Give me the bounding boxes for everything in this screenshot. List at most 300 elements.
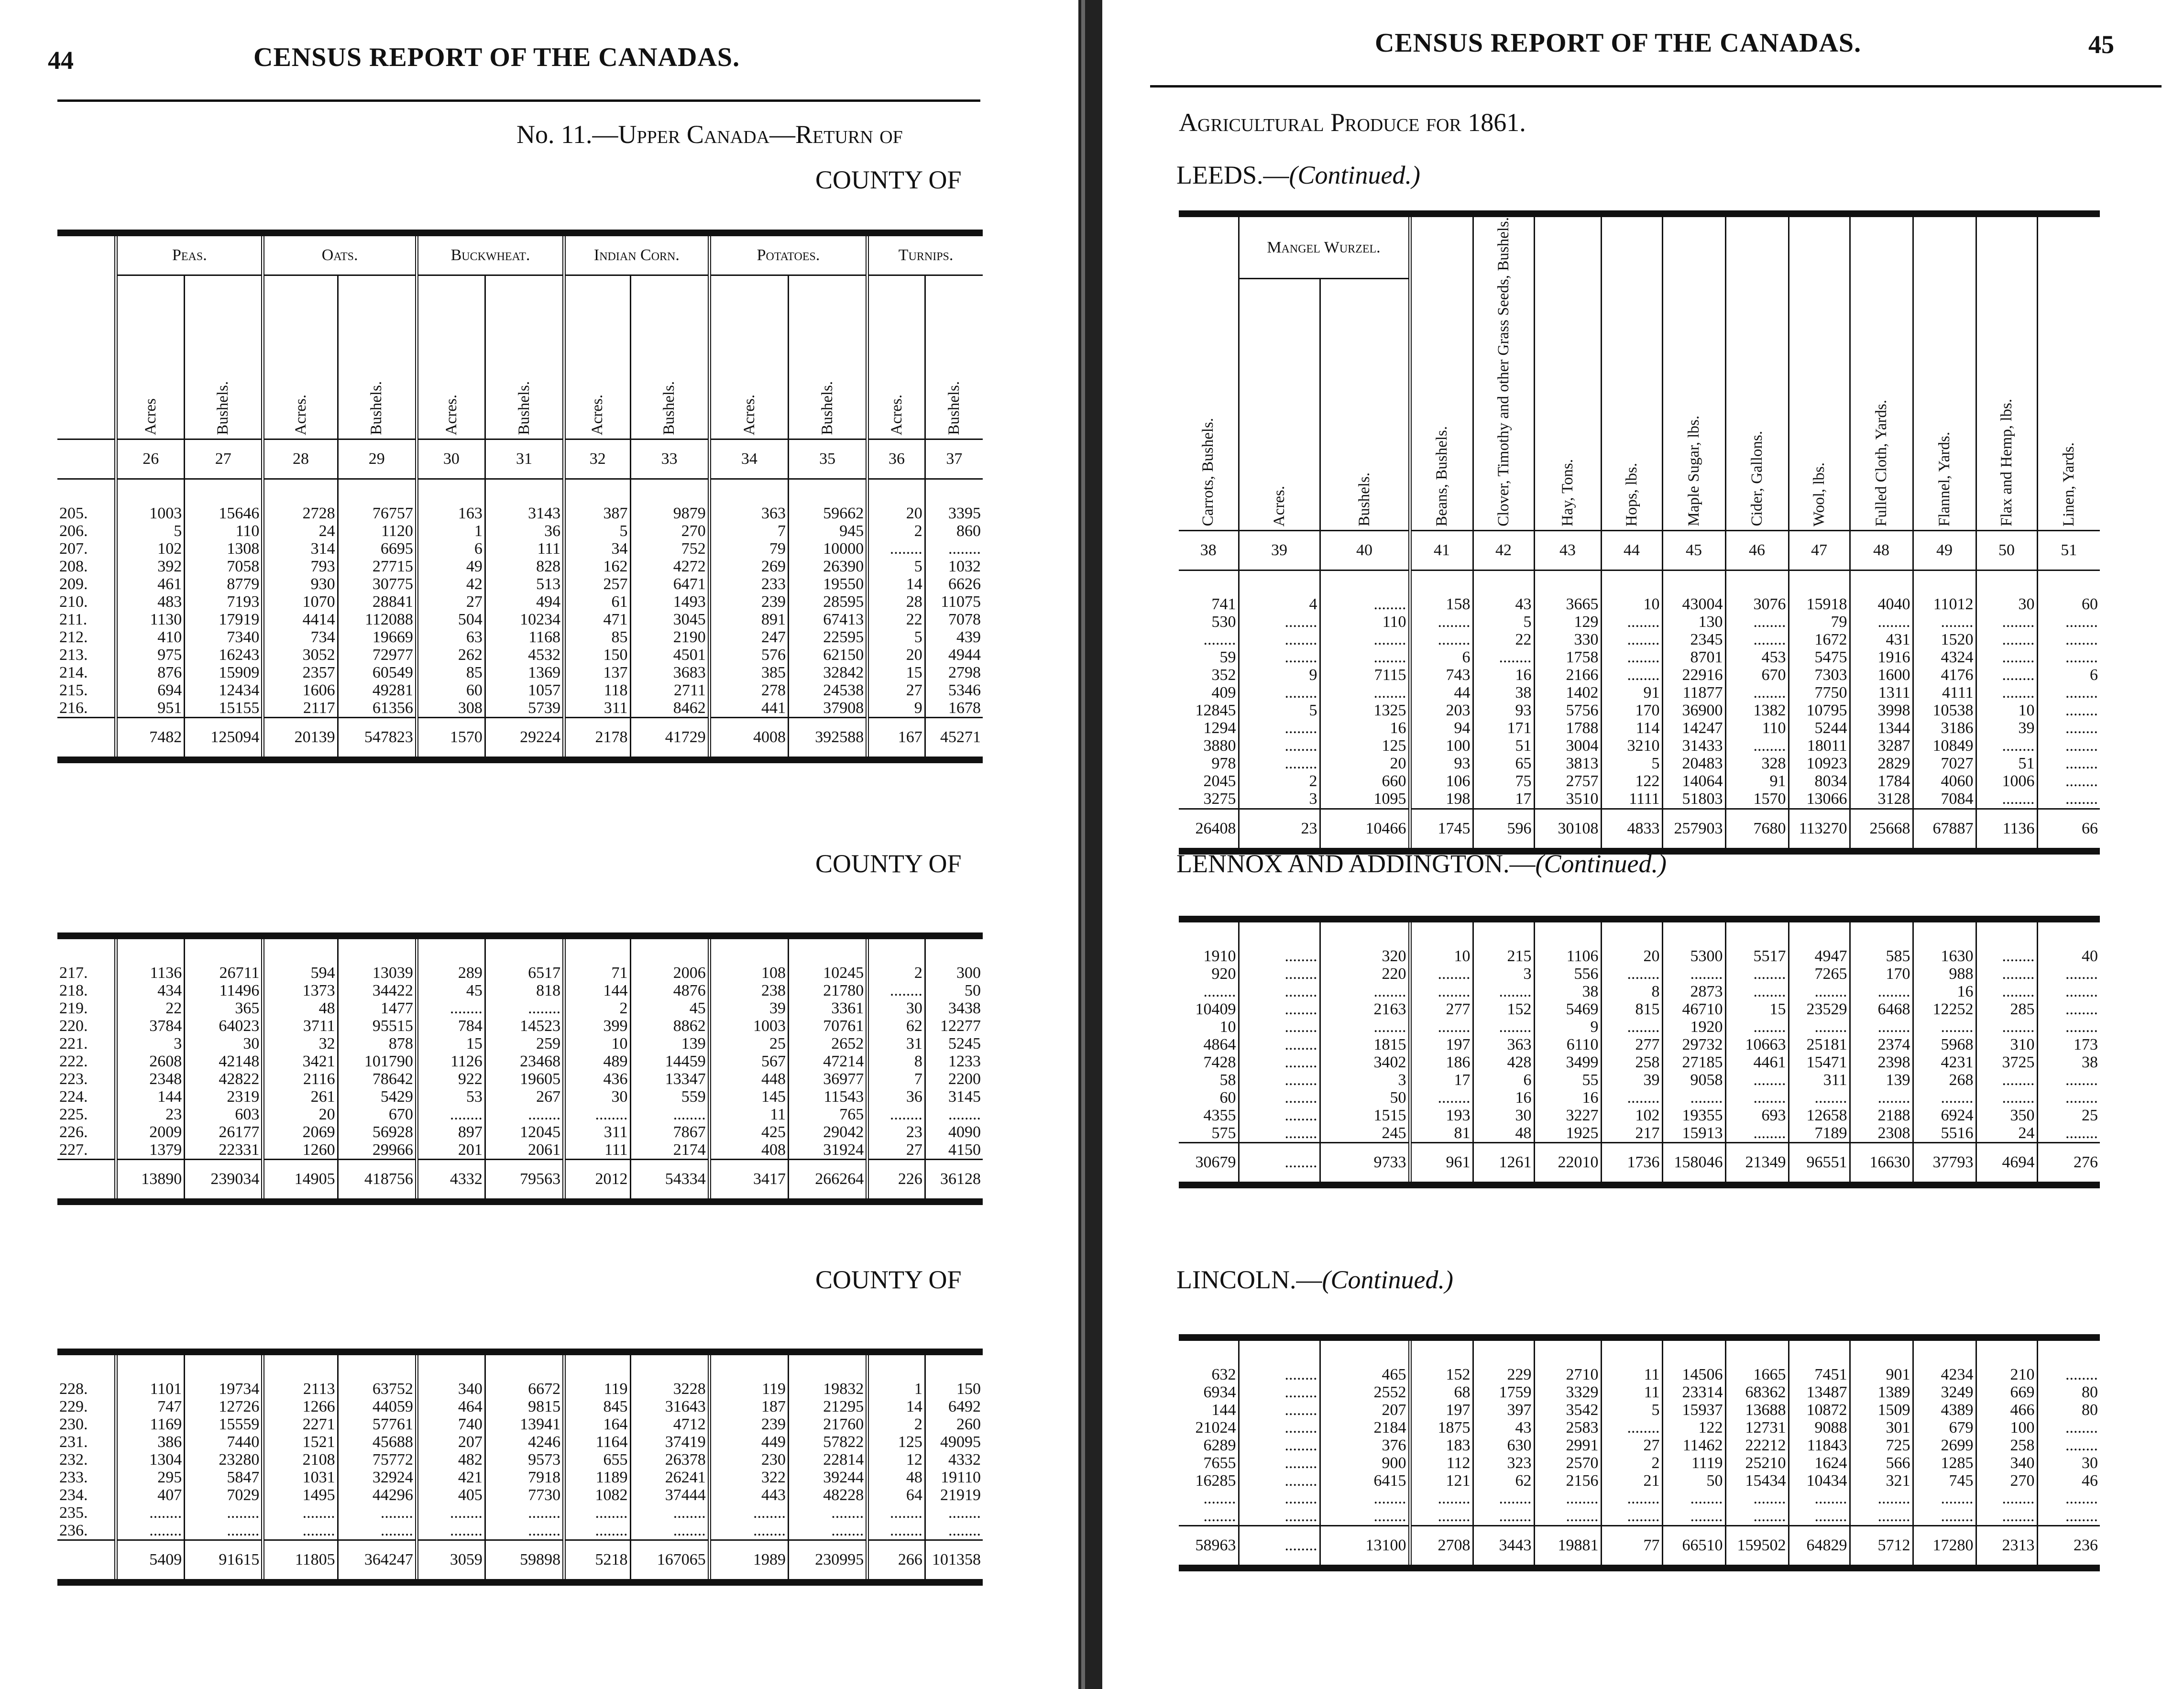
cell: 1389 xyxy=(1850,1383,1913,1401)
cell: 22 xyxy=(867,611,925,628)
cell: 24 xyxy=(1976,1124,2037,1143)
cell: 363 xyxy=(1473,1036,1534,1053)
cell: 4272 xyxy=(630,558,709,575)
cell: 951 xyxy=(116,699,185,718)
cell: 3004 xyxy=(1534,737,1601,755)
cell: 144 xyxy=(1211,1401,1236,1419)
cell: 111 xyxy=(564,1141,630,1160)
cell: 28 xyxy=(867,593,925,611)
cell: 110 xyxy=(1725,720,1789,737)
row-number: 209. xyxy=(59,575,88,593)
table-row xyxy=(57,699,983,718)
cell: ........ xyxy=(2037,983,2100,1000)
right-table-1 xyxy=(1179,210,2100,855)
cell: 330 xyxy=(1534,631,1601,649)
cell: 352 xyxy=(1211,666,1236,684)
cell: 1164 xyxy=(564,1433,630,1451)
cell: 39244 xyxy=(789,1469,867,1486)
column-number: 32 xyxy=(564,439,630,479)
cell: ........ xyxy=(1601,1507,1662,1526)
cell: ........ xyxy=(867,540,925,558)
cell: 48 xyxy=(1473,1124,1534,1143)
column-header: Acres. xyxy=(1239,279,1320,530)
table-row xyxy=(1179,702,2100,720)
cell: 58 xyxy=(1219,1071,1236,1089)
column-header: Bushels. xyxy=(788,275,867,439)
total-cell: 29224 xyxy=(485,718,564,760)
cell: 261 xyxy=(263,1088,338,1106)
cell: 6289 xyxy=(1203,1437,1236,1454)
total-cell: 22010 xyxy=(1534,1143,1601,1185)
cell: 1006 xyxy=(1976,773,2037,790)
cell: 818 xyxy=(485,982,564,999)
cell: ........ xyxy=(1473,1507,1534,1526)
cell: ........ xyxy=(1473,983,1534,1000)
cell: ........ xyxy=(925,1106,983,1123)
cell: ........ xyxy=(1850,1089,1913,1107)
cell: 20 xyxy=(867,479,925,523)
cell: ........ xyxy=(789,1504,867,1522)
cell: ........ xyxy=(1239,1338,1320,1383)
cell: 7027 xyxy=(1913,755,1976,773)
cell: 61356 xyxy=(338,699,417,718)
cell: 3 xyxy=(1320,1071,1410,1089)
cell: 385 xyxy=(709,664,788,681)
cell: 409 xyxy=(1211,684,1236,702)
cell: 32 xyxy=(263,1035,338,1053)
cell: 575 xyxy=(1211,1124,1236,1142)
cell: 4414 xyxy=(263,611,338,628)
cell: ........ xyxy=(1850,1507,1913,1526)
column-number: 30 xyxy=(417,439,485,479)
cell: 45688 xyxy=(338,1433,417,1451)
cell: 4944 xyxy=(925,646,983,664)
cell: 585 xyxy=(1850,919,1913,965)
table-row xyxy=(57,479,983,523)
cell: 8701 xyxy=(1662,649,1725,667)
cell: 39 xyxy=(1976,720,2037,737)
table-row xyxy=(57,611,983,628)
cell: 410 xyxy=(116,628,185,646)
cell: ........ xyxy=(2037,1338,2100,1383)
cell: ........ xyxy=(2037,773,2100,790)
cell: 1910 xyxy=(1203,947,1236,965)
cell: ........ xyxy=(1410,631,1473,649)
cell: 4176 xyxy=(1913,667,1976,684)
cell: ........ xyxy=(1239,720,1320,737)
cell: 27 xyxy=(867,681,925,699)
cell: 11 xyxy=(709,1106,788,1123)
total-cell: 58963 xyxy=(1179,1526,1239,1568)
cell: 162 xyxy=(564,558,630,575)
cell: 7115 xyxy=(1320,667,1410,684)
cell: 901 xyxy=(1850,1338,1913,1383)
cell: 3 xyxy=(116,1035,185,1053)
cell: ........ xyxy=(1725,614,1789,631)
cell: ........ xyxy=(1789,983,1850,1000)
cell: 201 xyxy=(417,1141,485,1160)
cell: 2166 xyxy=(1534,667,1601,684)
cell: 129 xyxy=(1534,614,1601,631)
cell: 215 xyxy=(1473,919,1534,965)
cell: 15 xyxy=(1725,1000,1789,1018)
cell: 655 xyxy=(564,1451,630,1469)
cell: 270 xyxy=(630,522,709,540)
group-header: Buckwheat. xyxy=(417,233,564,275)
total-cell: 14905 xyxy=(263,1160,338,1202)
cell: 4332 xyxy=(925,1451,983,1469)
cell: ........ xyxy=(925,1504,983,1522)
cell: 245 xyxy=(1320,1124,1410,1143)
cell: 559 xyxy=(630,1088,709,1106)
cell: ........ xyxy=(1601,1419,1662,1437)
total-cell: 159502 xyxy=(1725,1526,1789,1568)
cell: 2045 xyxy=(1203,772,1236,790)
cell: 482 xyxy=(417,1451,485,1469)
column-number: 39 xyxy=(1239,530,1320,570)
cell: 7193 xyxy=(185,593,263,611)
total-cell: 3417 xyxy=(709,1160,788,1202)
column-header: Beans, Bushels. xyxy=(1410,214,1473,530)
cell: ........ xyxy=(1239,1490,1320,1507)
cell: 15918 xyxy=(1789,570,1850,614)
cell: 428 xyxy=(1473,1053,1534,1071)
cell: ........ xyxy=(1410,1018,1473,1036)
cell: 11496 xyxy=(185,982,263,999)
cell: 431 xyxy=(1850,631,1913,649)
cell: 63 xyxy=(417,628,485,646)
cell: 9573 xyxy=(485,1451,564,1469)
cell: 483 xyxy=(116,593,185,611)
cell: 1 xyxy=(417,522,485,540)
cell: 4864 xyxy=(1203,1036,1236,1053)
total-cell: 547823 xyxy=(338,718,417,760)
cell: 93 xyxy=(1410,755,1473,773)
cell: 387 xyxy=(564,479,630,523)
cell: 860 xyxy=(925,522,983,540)
cell: 1325 xyxy=(1320,702,1410,720)
cell: 10234 xyxy=(485,611,564,628)
cell: 15434 xyxy=(1725,1472,1789,1490)
cell: 9879 xyxy=(630,479,709,523)
cell: 4234 xyxy=(1913,1338,1976,1383)
cell: 1233 xyxy=(925,1053,983,1070)
row-number: 235. xyxy=(59,1504,88,1522)
cell: 16 xyxy=(1473,667,1534,684)
cell: 14459 xyxy=(630,1053,709,1070)
cell: 2190 xyxy=(630,628,709,646)
cell: 11 xyxy=(1601,1383,1662,1401)
cell: 1630 xyxy=(1913,919,1976,965)
cell: 36900 xyxy=(1662,702,1725,720)
cell: 6 xyxy=(2037,667,2100,684)
cell: 2006 xyxy=(630,936,709,982)
cell: 2873 xyxy=(1662,983,1725,1000)
table-row xyxy=(57,1088,983,1106)
cell: ........ xyxy=(2037,737,2100,755)
cell: 289 xyxy=(417,936,485,982)
cell: 9 xyxy=(1239,667,1320,684)
cell: ........ xyxy=(1976,737,2037,755)
cell: ........ xyxy=(1850,1490,1913,1507)
cell: ........ xyxy=(1239,983,1320,1000)
cell: 23314 xyxy=(1662,1383,1725,1401)
cell: 122 xyxy=(1601,773,1662,790)
cell: ........ xyxy=(564,1504,630,1522)
cell: 20 xyxy=(1601,919,1662,965)
cell: 449 xyxy=(709,1433,788,1451)
cell: 158 xyxy=(1410,570,1473,614)
total-cell: 30679 xyxy=(1179,1143,1239,1185)
row-number: 217. xyxy=(59,964,88,982)
table-row xyxy=(1179,649,2100,667)
cell: 300 xyxy=(925,936,983,982)
cell: 12045 xyxy=(485,1123,564,1141)
cell: ........ xyxy=(1725,965,1789,983)
cell: 30 xyxy=(867,999,925,1017)
total-cell: 66510 xyxy=(1662,1526,1725,1568)
total-cell: 5218 xyxy=(564,1540,630,1583)
total-cell: 41729 xyxy=(630,718,709,760)
table-row xyxy=(1179,1507,2100,1526)
cell: ........ xyxy=(2037,649,2100,667)
table-row xyxy=(1179,570,2100,614)
cell: 42 xyxy=(417,575,485,593)
row-number: 208. xyxy=(59,558,88,575)
table-row xyxy=(1179,614,2100,631)
cell: 25 xyxy=(709,1035,788,1053)
cell: ........ xyxy=(1239,1437,1320,1454)
cell: 7750 xyxy=(1789,684,1850,702)
cell: 670 xyxy=(1725,667,1789,684)
cell: ........ xyxy=(1913,614,1976,631)
table-row xyxy=(57,664,983,681)
cell: 16285 xyxy=(1195,1472,1236,1490)
cell: 4355 xyxy=(1203,1107,1236,1124)
total-cell: 5712 xyxy=(1850,1526,1913,1568)
cell: 1515 xyxy=(1320,1107,1410,1124)
table-row xyxy=(57,1504,983,1522)
cell: 28595 xyxy=(788,593,867,611)
cell: 5469 xyxy=(1534,1000,1601,1018)
cell: 31924 xyxy=(789,1141,867,1160)
total-cell: 37793 xyxy=(1913,1143,1976,1185)
cell: 295 xyxy=(116,1469,185,1486)
cell: 5968 xyxy=(1913,1036,1976,1053)
cell: 1875 xyxy=(1410,1419,1473,1437)
row-number: 234. xyxy=(59,1486,88,1504)
cell: 10538 xyxy=(1913,702,1976,720)
cell: 207 xyxy=(1320,1401,1410,1419)
cell: 1095 xyxy=(1320,790,1410,809)
cell: ........ xyxy=(1725,1089,1789,1107)
cell: 3542 xyxy=(1534,1401,1601,1419)
cell: 11 xyxy=(1601,1338,1662,1383)
cell: 3143 xyxy=(485,479,564,523)
cell: 30 xyxy=(564,1088,630,1106)
cell: 1758 xyxy=(1534,649,1601,667)
cell: ........ xyxy=(2037,1419,2100,1437)
cell: 1032 xyxy=(925,558,983,575)
cell: 323 xyxy=(1473,1454,1534,1472)
cell: ........ xyxy=(1239,1401,1320,1419)
right-table-3 xyxy=(1179,1334,2100,1571)
cell: 1788 xyxy=(1534,720,1601,737)
cell: ........ xyxy=(1913,1089,1976,1107)
cell: 270 xyxy=(1976,1472,2037,1490)
cell: 31433 xyxy=(1662,737,1725,755)
table-row xyxy=(1179,1490,2100,1507)
cell: 91 xyxy=(1601,684,1662,702)
cell: 30 xyxy=(1473,1107,1534,1124)
row-number: 205. xyxy=(59,504,88,522)
cell: 1916 xyxy=(1850,649,1913,667)
total-cell: 59898 xyxy=(485,1540,564,1583)
cell: 2699 xyxy=(1913,1437,1976,1454)
cell: 3998 xyxy=(1850,702,1913,720)
cell: 80 xyxy=(2037,1401,2100,1419)
cell: 3784 xyxy=(116,1017,185,1035)
row-number: 207. xyxy=(59,540,88,558)
cell: 2116 xyxy=(263,1070,338,1088)
cell: 2 xyxy=(867,1415,925,1433)
cell: 62150 xyxy=(788,646,867,664)
cell: 112088 xyxy=(338,611,417,628)
cell: ........ xyxy=(1725,684,1789,702)
cell: 14 xyxy=(867,575,925,593)
column-header: Flax and Hemp, lbs. xyxy=(1976,214,2037,530)
cell: ........ xyxy=(1239,1383,1320,1401)
cell: 1759 xyxy=(1473,1383,1534,1401)
cell: ........ xyxy=(185,1504,263,1522)
cell: 119 xyxy=(709,1352,788,1398)
cell: 12845 xyxy=(1195,702,1236,720)
total-cell: 17280 xyxy=(1913,1526,1976,1568)
column-number: 49 xyxy=(1913,530,1976,570)
cell: 376 xyxy=(1320,1437,1410,1454)
cell: 669 xyxy=(1976,1383,2037,1401)
cell: 5 xyxy=(867,558,925,575)
cell: 3421 xyxy=(263,1053,338,1070)
cell: ........ xyxy=(925,1522,983,1540)
cell: ........ xyxy=(1239,649,1320,667)
cell: 31643 xyxy=(630,1398,709,1415)
cell: 50 xyxy=(1662,1472,1725,1490)
cell: 5739 xyxy=(485,699,564,718)
cell: 1082 xyxy=(564,1486,630,1504)
cell: 1260 xyxy=(263,1141,338,1160)
cell: 139 xyxy=(630,1035,709,1053)
cell: 12277 xyxy=(925,1017,983,1035)
cell: 68362 xyxy=(1725,1383,1789,1401)
column-number: 38 xyxy=(1179,530,1239,570)
cell: ........ xyxy=(1534,1490,1601,1507)
cell: ........ xyxy=(1601,1089,1662,1107)
cell: ........ xyxy=(1320,684,1410,702)
total-cell: 226 xyxy=(867,1160,925,1202)
column-number: 33 xyxy=(630,439,709,479)
cell: ........ xyxy=(1976,1071,2037,1089)
cell: 670 xyxy=(338,1106,417,1123)
cell: 1120 xyxy=(338,522,417,540)
cell: ........ xyxy=(338,1504,417,1522)
row-number: 216. xyxy=(59,699,88,717)
cell: 47214 xyxy=(789,1053,867,1070)
cell: 8462 xyxy=(630,699,709,718)
cell: 6 xyxy=(1410,649,1473,667)
cell: 183 xyxy=(1410,1437,1473,1454)
cell: 39 xyxy=(1601,1071,1662,1089)
cell: 1382 xyxy=(1725,702,1789,720)
cell: 504 xyxy=(417,611,485,628)
row-number: 218. xyxy=(59,982,88,999)
cell: 2 xyxy=(867,936,925,982)
cell: 60 xyxy=(2037,570,2100,614)
total-cell: 64829 xyxy=(1789,1526,1850,1568)
cell: 26711 xyxy=(185,936,263,982)
cell: 1477 xyxy=(338,999,417,1017)
row-number: 213. xyxy=(59,646,88,664)
cell: 55 xyxy=(1534,1071,1601,1089)
cell: 44296 xyxy=(338,1486,417,1504)
total-cell: 36128 xyxy=(925,1160,983,1202)
cell: 78642 xyxy=(338,1070,417,1088)
cell: 186 xyxy=(1410,1053,1473,1071)
cell: 930 xyxy=(263,575,338,593)
cell: 7655 xyxy=(1203,1454,1236,1472)
row-number: 214. xyxy=(59,664,88,681)
cell: 1672 xyxy=(1789,631,1850,649)
cell: ........ xyxy=(1725,983,1789,1000)
cell: 12658 xyxy=(1789,1107,1850,1124)
cell: 13487 xyxy=(1789,1383,1850,1401)
return-title: No. 11.—Upper Canada—Return of xyxy=(516,120,903,149)
cell: 13066 xyxy=(1789,790,1850,809)
cell: 43004 xyxy=(1662,570,1725,614)
total-cell: 9733 xyxy=(1320,1143,1410,1185)
cell: 3227 xyxy=(1534,1107,1601,1124)
cell: 11462 xyxy=(1662,1437,1725,1454)
row-number: 219. xyxy=(59,999,88,1017)
cell: 3683 xyxy=(630,664,709,681)
cell: 7730 xyxy=(485,1486,564,1504)
cell: 16 xyxy=(1534,1089,1601,1107)
cell: 10 xyxy=(564,1035,630,1053)
cell: ........ xyxy=(1976,614,2037,631)
cell: 1031 xyxy=(263,1469,338,1486)
cell: ........ xyxy=(1239,1507,1320,1526)
cell: 1600 xyxy=(1850,667,1913,684)
cell: 10923 xyxy=(1789,755,1850,773)
cell: 576 xyxy=(709,646,788,664)
cell: 3186 xyxy=(1913,720,1976,737)
cell: ........ xyxy=(1976,983,2037,1000)
table-row xyxy=(1179,667,2100,684)
cell: 6695 xyxy=(338,540,417,558)
cell: ........ xyxy=(1410,1507,1473,1526)
total-cell: 10466 xyxy=(1320,809,1410,851)
cell: 897 xyxy=(417,1123,485,1141)
cell: 53 xyxy=(417,1088,485,1106)
cell: 752 xyxy=(630,540,709,558)
table-row xyxy=(1179,1401,2100,1419)
cell: 10409 xyxy=(1195,1000,1236,1018)
cell: 30 xyxy=(1976,570,2037,614)
cell: 137 xyxy=(564,664,630,681)
column-header: Bushels. xyxy=(185,275,263,439)
cell: 122 xyxy=(1662,1419,1725,1437)
cell: 40 xyxy=(2037,919,2100,965)
